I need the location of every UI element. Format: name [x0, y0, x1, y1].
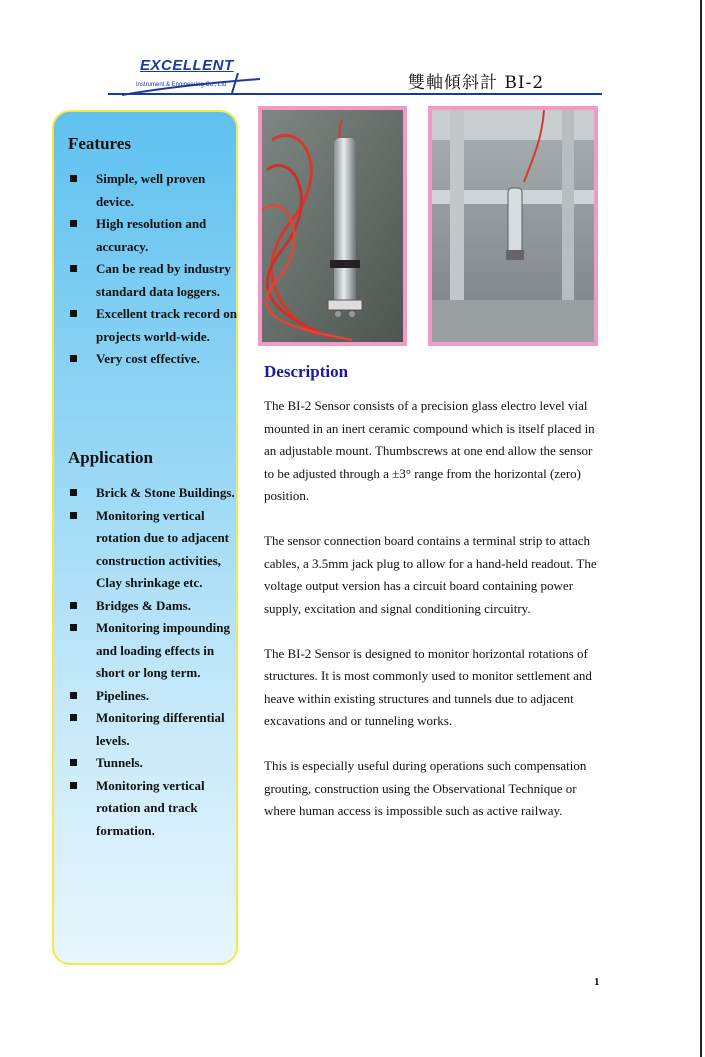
- application-item: [68, 617, 238, 685]
- installation-photo: [428, 106, 598, 346]
- bullet-icon: [70, 714, 77, 721]
- application-item: [68, 685, 238, 708]
- feature-text: High resolution and accuracy.: [96, 216, 207, 254]
- feature-text: Very cost effective.: [96, 351, 200, 366]
- bullet-icon: [70, 220, 77, 227]
- application-text: Bridges & Dams.: [96, 597, 191, 613]
- feature-item: [68, 348, 238, 371]
- bullet-icon: [70, 265, 77, 272]
- bullet-icon: [70, 512, 77, 519]
- sidebar-panel: [52, 110, 238, 965]
- page-edge-rule: [700, 0, 702, 1057]
- bullet-icon: [70, 310, 77, 317]
- application-item: [68, 752, 238, 775]
- feature-item: [68, 303, 238, 348]
- description-heading: Description: [264, 362, 349, 381]
- feature-text: Excellent track record on projects world-wide.: [96, 306, 237, 344]
- features-list: [68, 168, 238, 371]
- bullet-icon: [70, 602, 77, 609]
- application-text: Monitoring vertical rotation and track formation.: [96, 777, 205, 838]
- feature-text: Simple, well proven device.: [96, 171, 206, 209]
- logo-subtext: Instrument & Engineering Co., Ltd: [136, 82, 227, 88]
- page-number: 1: [594, 976, 600, 988]
- features-heading: Features: [68, 134, 131, 153]
- logo-wordmark: EXCELLENT: [140, 57, 234, 74]
- description-paragraph: The BI-2 Sensor is designed to monitor horizontal rotations of structures. It is most commonly used to monitor settlement and heave within existing structures and tunnels due to adjacent excavations and or tunneling works.: [264, 645, 592, 728]
- application-list: [68, 482, 238, 842]
- description-paragraph: The BI-2 Sensor consists of a precision glass electro level vial mounted in an inert ceramic compound which is itself placed in an adjustable mount. Thumbscrews at one end allow the sensor to be adjusted through a ±3° range from the horizontal (zero) position.: [264, 398, 595, 503]
- bullet-icon: [70, 175, 77, 182]
- bullet-icon: [70, 489, 77, 496]
- application-item: [68, 775, 238, 843]
- header-divider: [108, 93, 602, 95]
- bullet-icon: [70, 355, 77, 362]
- sensor-photo: [258, 106, 407, 346]
- description-paragraph: This is especially useful during operations such compensation grouting, construction using the Observational Technique or where human access is impossible such as active railway.: [264, 758, 587, 818]
- bullet-icon: [70, 759, 77, 766]
- application-text: Tunnels.: [96, 755, 143, 770]
- company-logo: [120, 57, 280, 97]
- description-paragraph: The sensor connection board contains a terminal strip to attach cables, a 3.5mm jack plug to allow for a hand-held readout. The voltage output version has a circuit board containing power supply, excitation and signal conditioning circuitry.: [264, 533, 597, 616]
- application-heading: Application: [68, 448, 154, 467]
- application-item: [68, 595, 238, 618]
- bullet-icon: [70, 782, 77, 789]
- page-title: 雙軸傾斜計 BI-2: [408, 73, 545, 93]
- application-item: [68, 707, 238, 752]
- feature-text: Can be read by industry standard data loggers.: [96, 261, 231, 299]
- application-text: Brick & Stone Buildings.: [96, 485, 235, 500]
- bullet-icon: [70, 692, 77, 699]
- bullet-icon: [70, 624, 77, 631]
- feature-item: [68, 258, 238, 303]
- application-text: Monitoring vertical rotation due to adjacent construction activities, Clay shrinkage etc.: [96, 507, 230, 590]
- application-text: Monitoring differential levels.: [96, 710, 225, 748]
- application-text: Monitoring impounding and loading effects in short or long term.: [96, 620, 231, 680]
- application-item: [68, 505, 238, 595]
- application-item: [68, 482, 238, 505]
- feature-item: [68, 213, 238, 258]
- feature-item: [68, 168, 238, 213]
- application-text: Pipelines.: [96, 687, 150, 703]
- description-body: [264, 395, 604, 845]
